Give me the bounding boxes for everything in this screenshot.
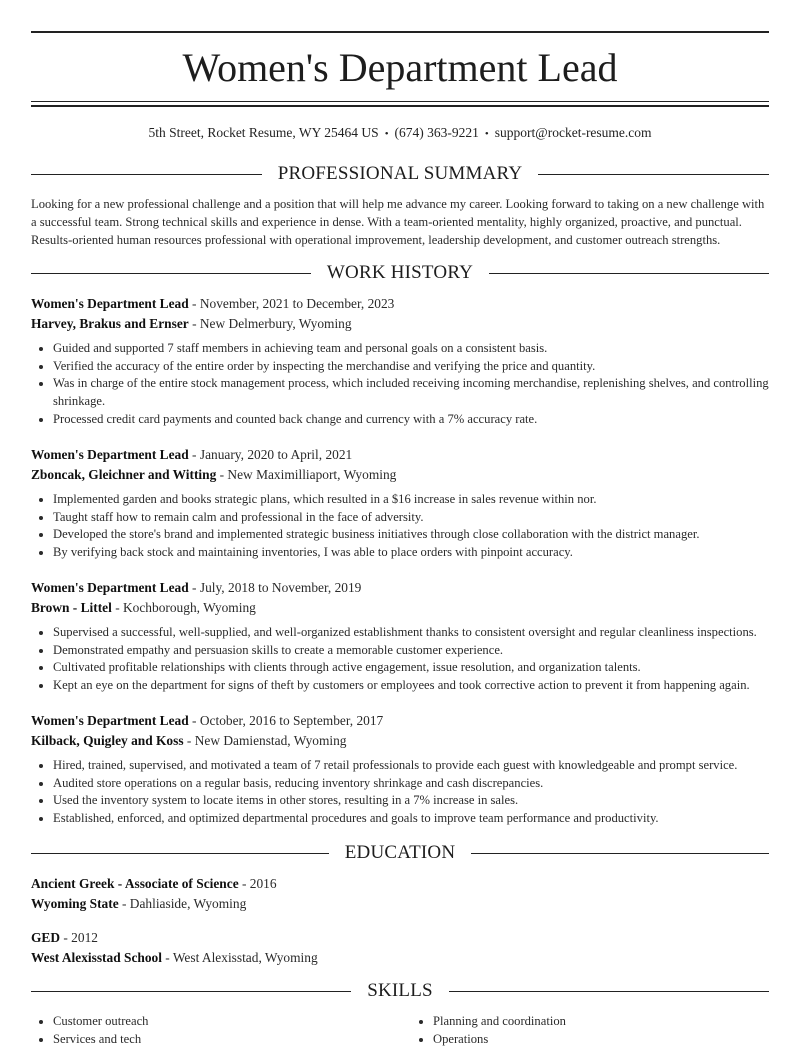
skill-item: • Services and tech [53,1030,389,1048]
section-title: WORK HISTORY [326,262,474,283]
header-top-rule [31,31,769,33]
job-entry [31,294,769,429]
heading-rule-right [489,273,769,274]
job-entry [31,711,769,828]
job-dates: - January, 2020 to April, 2021 [188,447,353,462]
job-title: Women's Department Lead [31,713,189,728]
job-location: - New Delmerbury, Wyoming [188,316,352,331]
job-title-line [31,711,769,731]
job-bullet: • Verified the accuracy of the entire order by inspecting the merchandise and verifying the price and quantity. [53,358,769,376]
job-bullet: • Audited store operations on a regular basis, reducing inventory shrinkage and cash discrepancies. [53,775,769,793]
education-degree: GED [31,930,61,945]
job-location: - Kochborough, Wyoming [111,600,256,615]
job-company: Zboncak, Gleichner and Witting [31,467,217,482]
job-bullet: • Cultivated profitable relationships with clients through active engagement, issue resolution, and organization talents. [53,659,769,677]
job-bullet: • Was in charge of the entire stock management process, which included receiving incoming merchandise, replenishing shelves, and controlling shrinkage. [53,375,769,410]
heading-rule-left [31,991,351,992]
job-title: Women's Department Lead [31,447,189,462]
education-school-line [31,948,769,968]
contact-phone: (674) 363-9221 [394,125,479,140]
skills-column-left [31,1012,389,1048]
education-degree-line [31,874,769,894]
job-location: - New Damienstad, Wyoming [183,733,347,748]
job-company-line [31,314,769,334]
education-year: - 2012 [60,930,98,945]
job-title: Women's Department Lead [31,296,189,311]
job-company-line [31,465,769,485]
contact-line [31,123,769,144]
heading-rule-right [538,174,769,175]
job-bullets [31,757,769,828]
section-title: SKILLS [367,980,433,1001]
section-heading-skills [31,979,769,1003]
job-bullet: • Developed the store's brand and implemented strategic business initiatives through close collaboration with the district manager. [53,526,769,544]
job-company-line [31,598,769,618]
contact-email[interactable]: support@rocket-resume.com [494,125,652,140]
education-degree: Ancient Greek - Associate of Science [31,876,239,891]
summary-text: Looking for a new professional challenge and a position that will help me advance my career. Looking forward to taking on a new challenge with a successful team. Strong technical skills and experience in dense. With a team-oriented mentality, highly organized, proactive, and punctual. Results-oriented human resources professional with operational improvement, leadership development, and customer outreach strengths. [31,197,765,247]
heading-rule-left [31,174,262,175]
job-bullets [31,624,769,695]
header-bottom-rule-thin [31,101,769,102]
job-company: Kilback, Quigley and Koss [31,733,184,748]
education-location: - Dahliaside, Wyoming [118,896,247,911]
job-bullets [31,491,769,562]
job-title-line [31,294,769,314]
job-bullet: • Hired, trained, supervised, and motivated a team of 7 retail professionals to provide each guest with knowledgeable and prompt service. [53,757,769,775]
section-title: PROFESSIONAL SUMMARY [277,163,523,184]
job-bullet: • Demonstrated empathy and persuasion skills to create a memorable customer experience. [53,642,769,660]
section-heading-summary [31,162,769,186]
job-bullets [31,340,769,429]
section-heading-work-history [31,261,769,285]
job-bullet: • Processed credit card payments and counted back change and currency with a 7% accuracy rate. [53,411,769,429]
job-entry [31,578,769,695]
education-school: West Alexisstad School [31,950,162,965]
job-bullet: • Kept an eye on the department for signs of theft by customers or employees and took corrective action to prevent it from happening again. [53,677,769,695]
education-degree-line [31,928,769,948]
job-bullet: • Guided and supported 7 staff members in achieving team and personal goals on a consistent basis. [53,340,769,358]
education-school: Wyoming State [31,896,119,911]
skill-item: • Customer outreach [53,1012,389,1030]
job-bullet: • Implemented garden and books strategic plans, which resulted in a $16 increase in sales revenue within nor. [53,491,769,509]
education-entry [31,928,769,968]
job-title: Women's Department Lead [31,580,189,595]
education-school-line [31,894,769,914]
job-dates: - October, 2016 to September, 2017 [188,713,384,728]
job-bullet: • Taught staff how to remain calm and professional in the face of adversity. [53,509,769,527]
job-location: - New Maximilliaport, Wyoming [216,467,397,482]
skills-list [31,1012,769,1048]
job-dates: - July, 2018 to November, 2019 [188,580,362,595]
job-title-line [31,578,769,598]
section-title: EDUCATION [344,842,456,863]
candidate-name: Women's Department Lead [182,45,618,90]
job-entry [31,445,769,562]
heading-rule-right [449,991,769,992]
job-bullet: • Established, enforced, and optimized departmental procedures and goals to improve team performance and productivity. [53,810,769,828]
contact-address: 5th Street, Rocket Resume, WY 25464 US [148,125,379,140]
bullet-separator-icon: • [484,128,489,140]
education-location: - West Alexisstad, Wyoming [161,950,318,965]
skill-item: • Operations [433,1030,769,1048]
skill-item: • Planning and coordination [433,1012,769,1030]
job-bullet: • Used the inventory system to locate items in other stores, resulting in a 7% increase in sales. [53,792,769,810]
job-title-line [31,445,769,465]
education-entry [31,874,769,914]
job-bullet: • By verifying back stock and maintaining inventories, I was able to place orders with pinpoint accuracy. [53,544,769,562]
heading-rule-left [31,853,329,854]
header-bottom-rule-thick [31,105,769,107]
job-company: Brown - Littel [31,600,112,615]
education-year: - 2016 [238,876,277,891]
job-bullet: • Supervised a successful, well-supplied, and well-organized establishment thanks to consistent oversight and regular cleanliness inspections. [53,624,769,642]
skills-column-right [411,1012,769,1048]
bullet-separator-icon: • [384,128,389,140]
job-dates: - November, 2021 to December, 2023 [188,296,395,311]
heading-rule-left [31,273,311,274]
job-company-line [31,731,769,751]
heading-rule-right [471,853,769,854]
section-heading-education [31,841,769,865]
job-company: Harvey, Brakus and Ernser [31,316,189,331]
